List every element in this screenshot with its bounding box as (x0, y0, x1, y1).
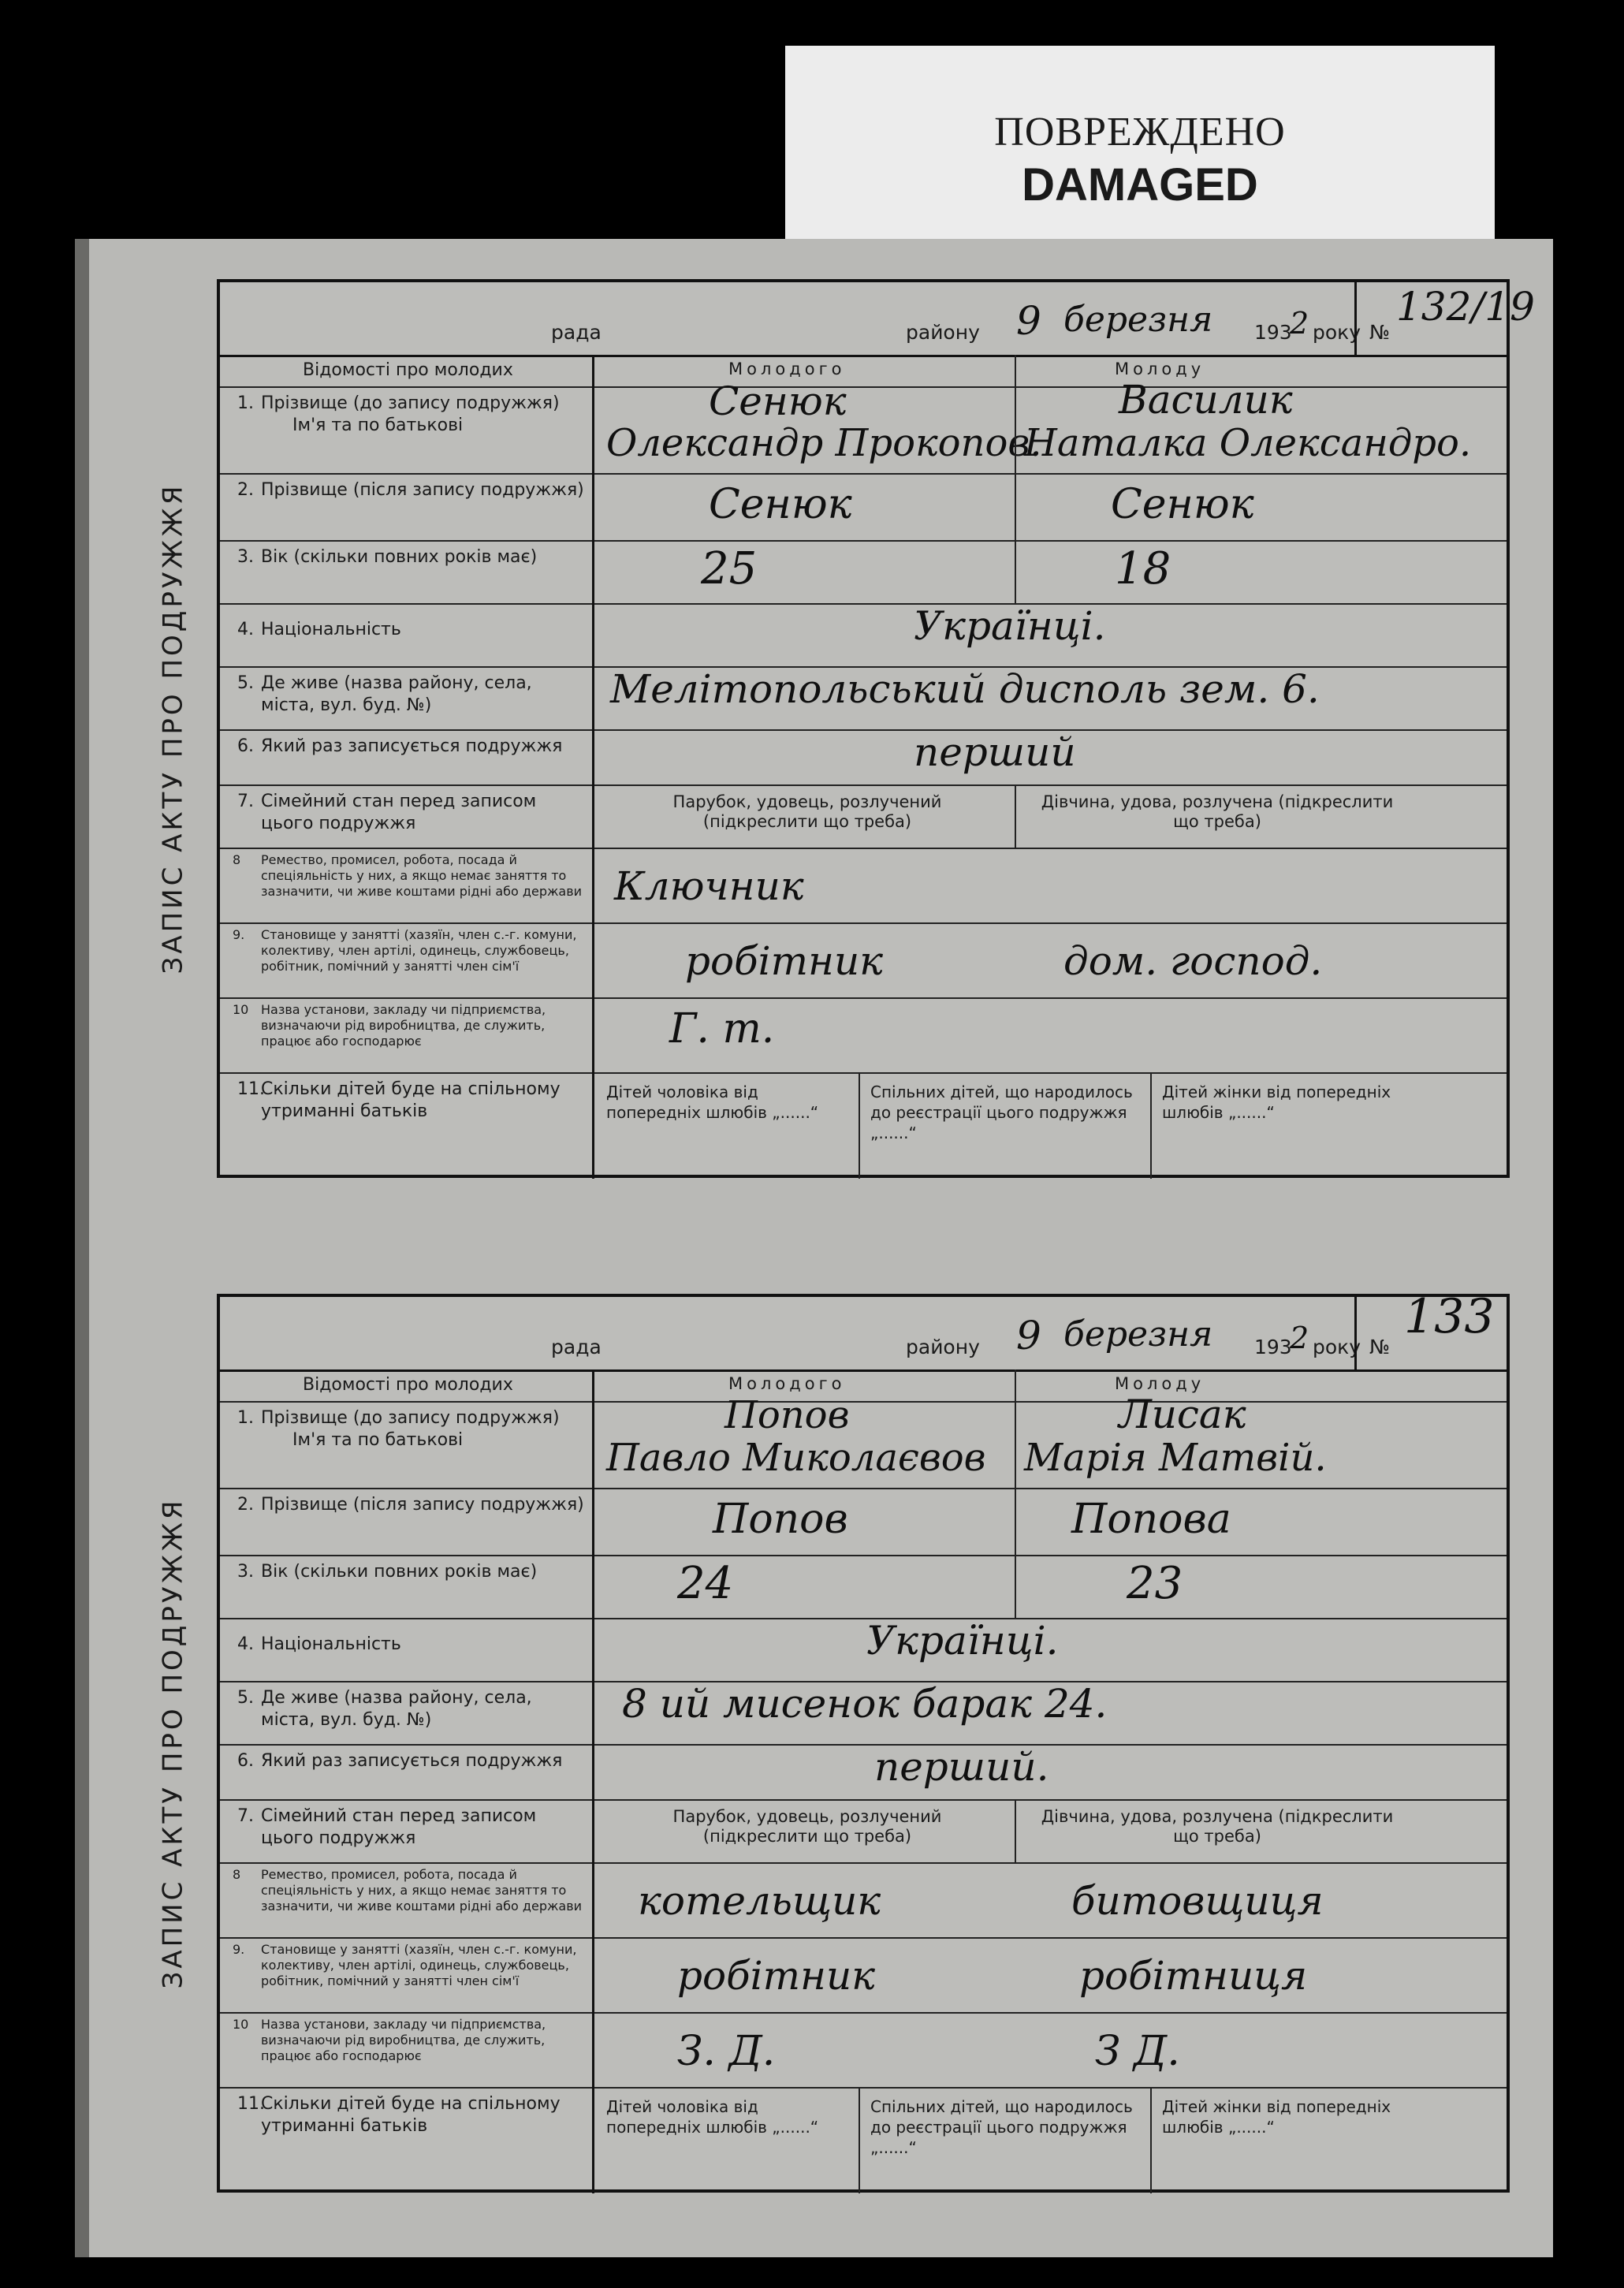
groom-header: Молодого (728, 1374, 846, 1393)
damaged-label-en: DAMAGED (1022, 159, 1258, 211)
nationality: Українці. (866, 1618, 1059, 1664)
children-groom: Дітей чоловіка від попередніх шлюбів „......“ (606, 1083, 819, 1122)
record-day: 9 (1016, 298, 1041, 344)
bride-surname: Лисак (1119, 1392, 1246, 1437)
row-surname-before: 1. Прізвище (до запису подружжя) Ім'я та по батькові Сенюк Василик Олександр Прокопов. Наталка Олександро. (220, 386, 1507, 475)
times-married: перший. (874, 1744, 1049, 1790)
row-nationality: 4. Національність Українці. (220, 1618, 1507, 1682)
groom-age: 25 (701, 543, 758, 594)
roku-label: року (1313, 321, 1361, 344)
groom-position: робітник (685, 938, 884, 984)
record-month: березня (1063, 1314, 1213, 1355)
row-employer: 10 Назва установи, закладу чи підприємства, визначаючи рід виробництва, де служить, працює або господарює З. Д. З Д. (220, 2012, 1507, 2089)
number-sign: № (1369, 1336, 1391, 1358)
row-surname-after: 2. Прізвище (після запису подружжя) Сенюк Сенюк (220, 473, 1507, 542)
bride-employer: З Д. (1095, 2028, 1180, 2075)
groom-status-options: Парубок, удовець, розлучений (підкреслити що треба) (672, 792, 942, 832)
row-times: 6. Який раз записується подружжя перший (220, 729, 1507, 786)
bride-name: Марія Матвій. (1024, 1436, 1327, 1480)
row-occupation: 8 Ремество, промисел, робота, посада й спеціяльність у них, а якщо немає заняття то зазначити, чи живе коштами рідні або держави Ключник (220, 848, 1507, 924)
bride-surname: Василик (1119, 377, 1293, 423)
record-header (220, 1289, 1507, 1372)
children-bride: Дітей жінки від попередніх шлюбів „......“ (1162, 1083, 1391, 1122)
groom-employer: Г. т. (669, 1005, 775, 1053)
row-children: 11. Скільки дітей буде на спільному утриманні батьків Дітей чоловіка від попередніх шлюбів „......“ Спільних дітей, що народилось до реєстрації цього подружжя „......“ Дітей жінки від попередніх шлюбів „......“ (220, 1072, 1507, 1179)
row-employer: 10 Назва установи, закладу чи підприємства, визначаючи рід виробництва, де служить, працює або господарює Г. т. (220, 997, 1507, 1074)
groom-surname: Попов (724, 1393, 850, 1437)
damaged-label (785, 46, 1495, 239)
row-age: 3. Вік (скільки повних років має) 25 18 (220, 540, 1507, 605)
record-year-digit: 2 (1290, 1321, 1309, 1355)
bride-new-surname: Попова (1071, 1496, 1231, 1543)
groom-header: Молодого (728, 360, 846, 378)
info-header: Відомості про молодих (220, 1369, 594, 1401)
row-residence: 5. Де живе (назва району, села, міста, вул. буд. №) Мелітопольський дисполь зем. 6. (220, 666, 1507, 731)
groom-new-surname: Сенюк (709, 481, 852, 528)
row-family-status: 7. Сімейний стан перед записом цього подружжя Парубок, удовець, розлучений (підкреслити що треба) Дівчина, удова, розлучена (підкреслити що треба) (220, 1799, 1507, 1864)
row-times: 6. Який раз записується подружжя перший. (220, 1744, 1507, 1801)
number-sign: № (1369, 321, 1391, 344)
row-nationality: 4. Національність Українці. (220, 603, 1507, 668)
bride-age: 23 (1127, 1558, 1183, 1609)
year-prefix: 193 (1254, 1336, 1292, 1358)
rayonu-label: району (906, 321, 980, 344)
bride-header: Молоду (1115, 360, 1205, 378)
nationality: Українці. (914, 603, 1106, 649)
bride-new-surname: Сенюк (1111, 481, 1254, 528)
row-surname-before: 1. Прізвище (до запису подружжя) Ім'я та по батькові Попов Лисак Павло Миколаєвов Марія Матвій. (220, 1401, 1507, 1489)
bride-position: дом. господ. (1063, 938, 1323, 984)
roku-label: року (1313, 1336, 1361, 1358)
rada-label: рада (551, 1336, 602, 1358)
children-common: Спільних дітей, що народилось до реєстрації цього подружжя „......“ (870, 1083, 1133, 1142)
bride-position: робітниця (1079, 1953, 1308, 1999)
row-children: 11. Скільки дітей буде на спільному утриманні батьків Дітей чоловіка від попередніх шлюбів „......“ Спільних дітей, що народилось до реєстрації цього подружжя „......“ Дітей жінки від попередніх шлюбів „......“ (220, 2087, 1507, 2193)
groom-occupation: котельщик (638, 1878, 881, 1924)
bride-status-options: Дівчина, удова, розлучена (підкреслити що треба) (1041, 1807, 1394, 1846)
row-position: 9. Становище у занятті (хазяїн, член с.-г. комуни, колективу, член артілі, одинець, службовець, робітник, помічний у занятті член сім'ї робітник дом. господ. (220, 922, 1507, 999)
bride-status-options: Дівчина, удова, розлучена (підкреслити що треба) (1041, 792, 1394, 832)
row-age: 3. Вік (скільки повних років має) 24 23 (220, 1555, 1507, 1619)
row-occupation: 8 Ремество, промисел, робота, посада й спеціяльність у них, а якщо немає заняття то зазначити, чи живе коштами рідні або держави котельщик битовщиця (220, 1862, 1507, 1939)
children-common: Спільних дітей, що народилось до реєстрації цього подружжя „......“ (870, 2097, 1133, 2157)
info-header: Відомості про молодих (220, 355, 594, 386)
record-day: 9 (1016, 1313, 1041, 1358)
side-title: ЗАПИС АКТУ ПРО ПОДРУЖЖЯ (157, 483, 189, 974)
row-family-status: 7. Сімейний стан перед записом цього подружжя Парубок, удовець, розлучений (підкреслити що треба) Дівчина, удова, розлучена (підкреслити що треба) (220, 784, 1507, 849)
row-residence: 5. Де живе (назва району, села, міста, вул. буд. №) 8 ий мисенок барак 24. (220, 1681, 1507, 1746)
record-header (220, 282, 1535, 357)
register-number: 132/19 (1396, 284, 1535, 330)
row-surname-after: 2. Прізвище (після запису подружжя) Попов Попова (220, 1488, 1507, 1556)
groom-name: Олександр Прокопов. (606, 421, 1042, 465)
groom-surname: Сенюк (709, 378, 847, 424)
column-header-row (220, 355, 1507, 388)
groom-occupation: Ключник (614, 863, 804, 909)
marriage-record-2 (157, 1289, 1510, 2193)
children-groom: Дітей чоловіка від попередніх шлюбів „......“ (606, 2097, 819, 2137)
rayonu-label: району (906, 1336, 980, 1358)
groom-name: Павло Миколаєвов (606, 1436, 986, 1480)
residence: 8 ий мисенок барак 24. (622, 1681, 1108, 1727)
bride-name: Наталка Олександро. (1024, 421, 1472, 465)
damaged-label-ua: ПОВРЕЖДЕНО (994, 110, 1286, 155)
groom-age: 24 (677, 1558, 734, 1609)
record-month: березня (1063, 300, 1213, 340)
register-number-box (1354, 282, 1535, 355)
rada-label: рада (551, 321, 602, 344)
side-title: ЗАПИС АКТУ ПРО ПОДРУЖЖЯ (157, 1497, 189, 1989)
groom-position: робітник (677, 1953, 876, 1999)
marriage-record-1 (157, 279, 1535, 1178)
bride-occupation: битовщиця (1071, 1878, 1324, 1924)
groom-status-options: Парубок, удовець, розлучений (підкреслити що треба) (672, 1807, 942, 1846)
bride-age: 18 (1115, 543, 1171, 594)
register-number-box (1354, 1289, 1507, 1369)
children-bride: Дітей жінки від попередніх шлюбів „......“ (1162, 2097, 1391, 2137)
residence: Мелітопольський дисполь зем. 6. (610, 666, 1320, 712)
register-number: 133 (1404, 1289, 1495, 1344)
row-position: 9. Становище у занятті (хазяїн, член с.-г. комуни, колективу, член артілі, одинець, службовець, робітник, помічний у занятті член сім'ї робітник робітниця (220, 1937, 1507, 2014)
bride-header: Молоду (1115, 1374, 1205, 1393)
times-married: перший (914, 729, 1076, 775)
groom-new-surname: Попов (713, 1496, 848, 1543)
record-year-digit: 2 (1290, 306, 1309, 341)
year-prefix: 193 (1254, 321, 1292, 344)
column-header-row (220, 1369, 1507, 1403)
groom-employer: З. Д. (677, 2028, 776, 2075)
